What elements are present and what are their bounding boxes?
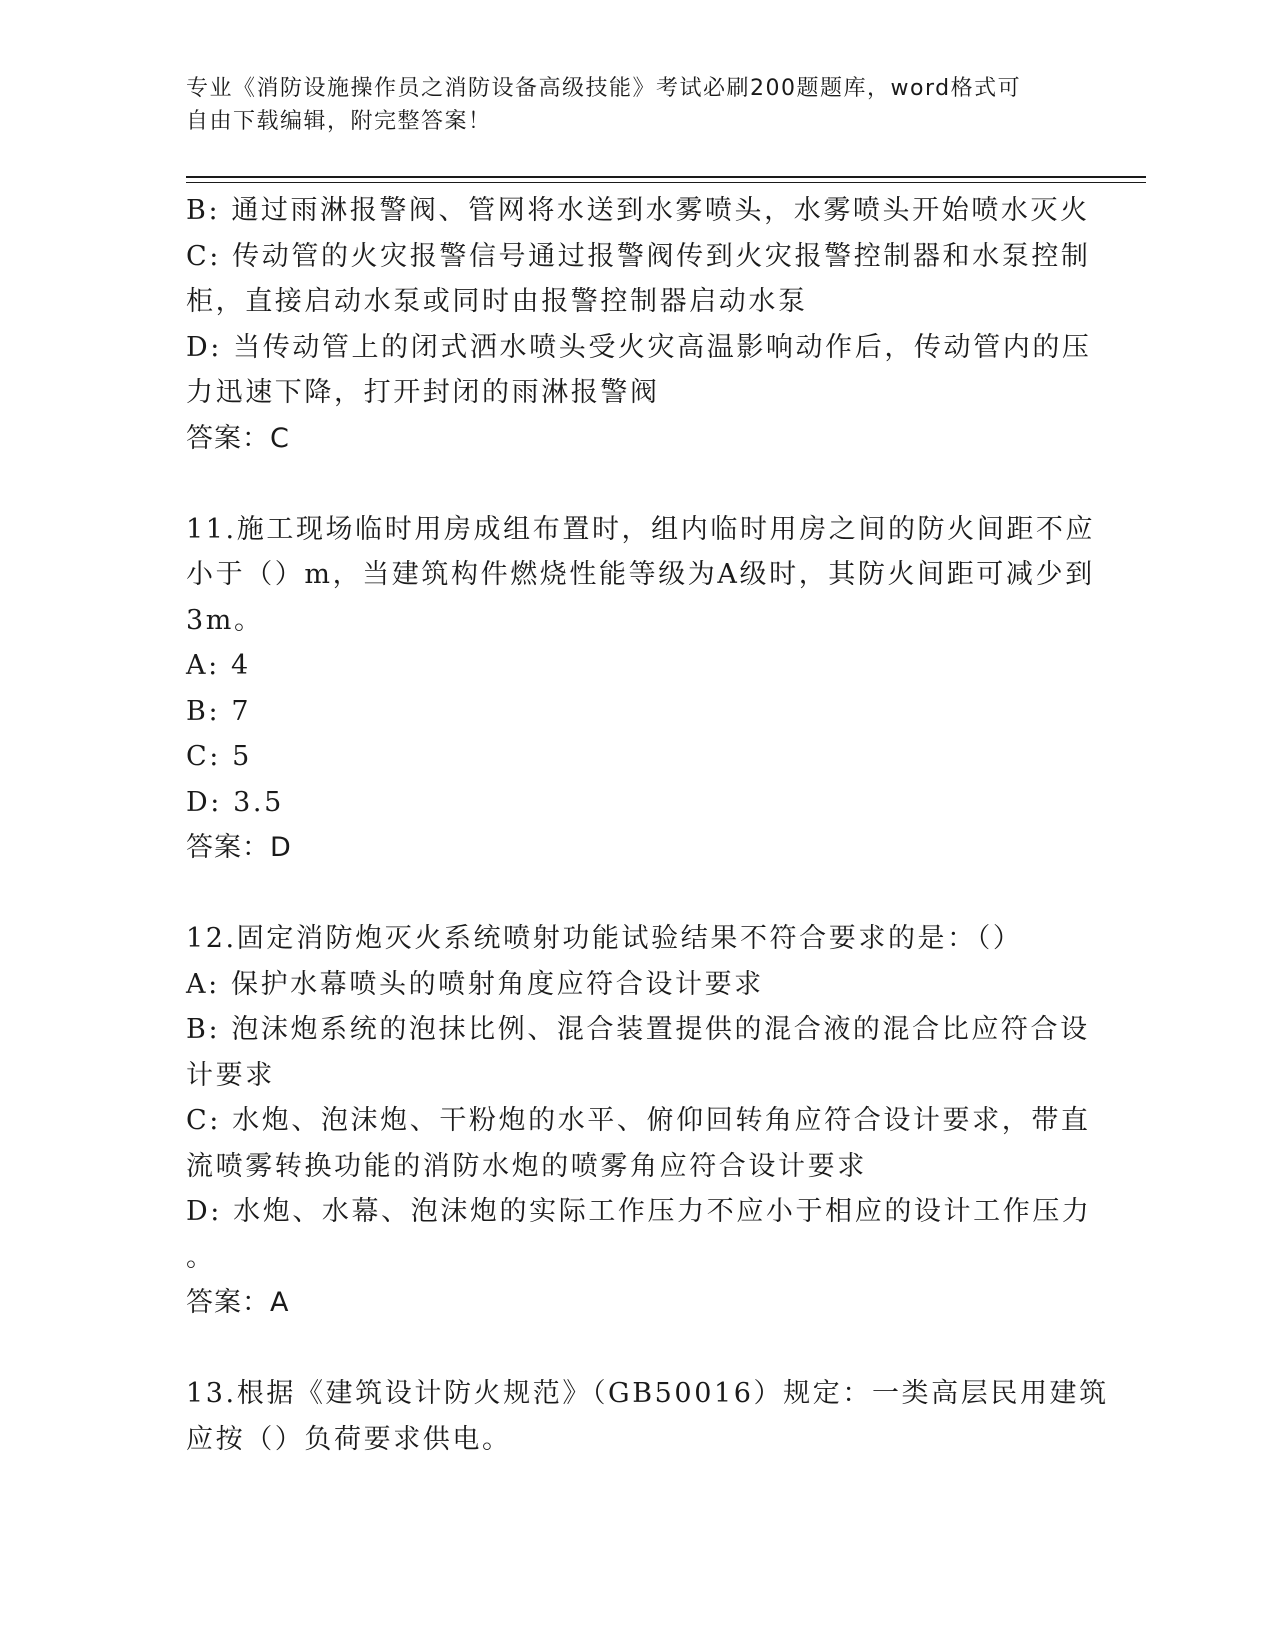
header-line-2: 自由下载编辑，附完整答案！ [186, 109, 492, 134]
header-rule-thin [186, 182, 1146, 183]
q11-option-a: A: 4 [186, 650, 251, 681]
q10-option-c-line-2: 柜，直接启动水泵或同时由报警控制器启动水泵 [186, 286, 808, 317]
q11-option-b: B: 7 [186, 695, 252, 727]
q10-option-d-line-1: D: 当传动管上的闭式洒水喷头受火灾高温影响动作后，传动管内的压 [186, 331, 1092, 363]
question-13 [186, 1371, 1109, 1462]
q10-option-d-line-2: 力迅速下降，打开封闭的雨淋报警阀 [186, 377, 660, 408]
q12-answer: 答案：A [186, 1287, 290, 1318]
q11-stem-line-2: 小于（）m，当建筑构件燃烧性能等级为A级时，其防火间距可减少到 [186, 559, 1095, 590]
q12-option-b-line-2: 计要求 [186, 1059, 275, 1091]
spacer [186, 1326, 1086, 1372]
q13-stem-line-1: 13.根据《建筑设计防火规范》（GB50016）规定：一类高层民用建筑 [186, 1378, 1109, 1409]
q10-answer: 答案：C [186, 422, 290, 454]
q12-option-c-line-2: 流喷雾转换功能的消防水炮的喷雾角应符合设计要求 [186, 1150, 867, 1182]
spacer [186, 461, 1086, 507]
spacer [186, 871, 1086, 917]
document-header [186, 72, 1066, 138]
q11-answer: 答案：D [186, 832, 292, 863]
q10-option-b: B: 通过雨淋报警阀、管网将水送到水雾喷头，水雾喷头开始喷水灭火 [186, 195, 1090, 226]
q13-stem-line-2: 应按（）负荷要求供电。 [186, 1423, 512, 1455]
question-10-tail [186, 188, 1092, 461]
q12-option-c-line-1: C: 水炮、泡沫炮、干粉炮的水平、俯仰回转角应符合设计要求，带直 [186, 1105, 1091, 1136]
q11-stem-line-3: 3m。 [186, 604, 264, 636]
q10-option-c-line-1: C: 传动管的火灾报警信号通过报警阀传到火灾报警控制器和水泵控制 [186, 240, 1091, 272]
q12-stem-line-1: 12.固定消防炮灭火系统喷射功能试验结果不符合要求的是：（） [186, 923, 1023, 954]
q12-option-b-line-1: B: 泡沫炮系统的泡抹比例、混合装置提供的混合液的混合比应符合设 [186, 1014, 1090, 1045]
q11-stem-line-1: 11.施工现场临时用房成组布置时，组内临时用房之间的防火间距不应 [186, 513, 1096, 545]
header-line-1: 专业《消防设施操作员之消防设备高级技能》考试必刷200题题库，word格式可 [186, 76, 1022, 101]
question-12 [186, 916, 1092, 1326]
q11-option-c: C: 5 [186, 741, 252, 772]
q12-option-d-line-1: D: 水炮、水幕、泡沫炮的实际工作压力不应小于相应的设计工作压力 [186, 1196, 1092, 1227]
header-rule-thick [186, 176, 1146, 178]
q12-option-a: A: 保护水幕喷头的喷射角度应符合设计要求 [186, 968, 764, 1000]
question-body [186, 188, 1109, 1462]
q12-option-d-line-2: 。 [186, 1241, 216, 1273]
question-11 [186, 507, 1096, 871]
q11-option-d: D: 3.5 [186, 786, 284, 818]
